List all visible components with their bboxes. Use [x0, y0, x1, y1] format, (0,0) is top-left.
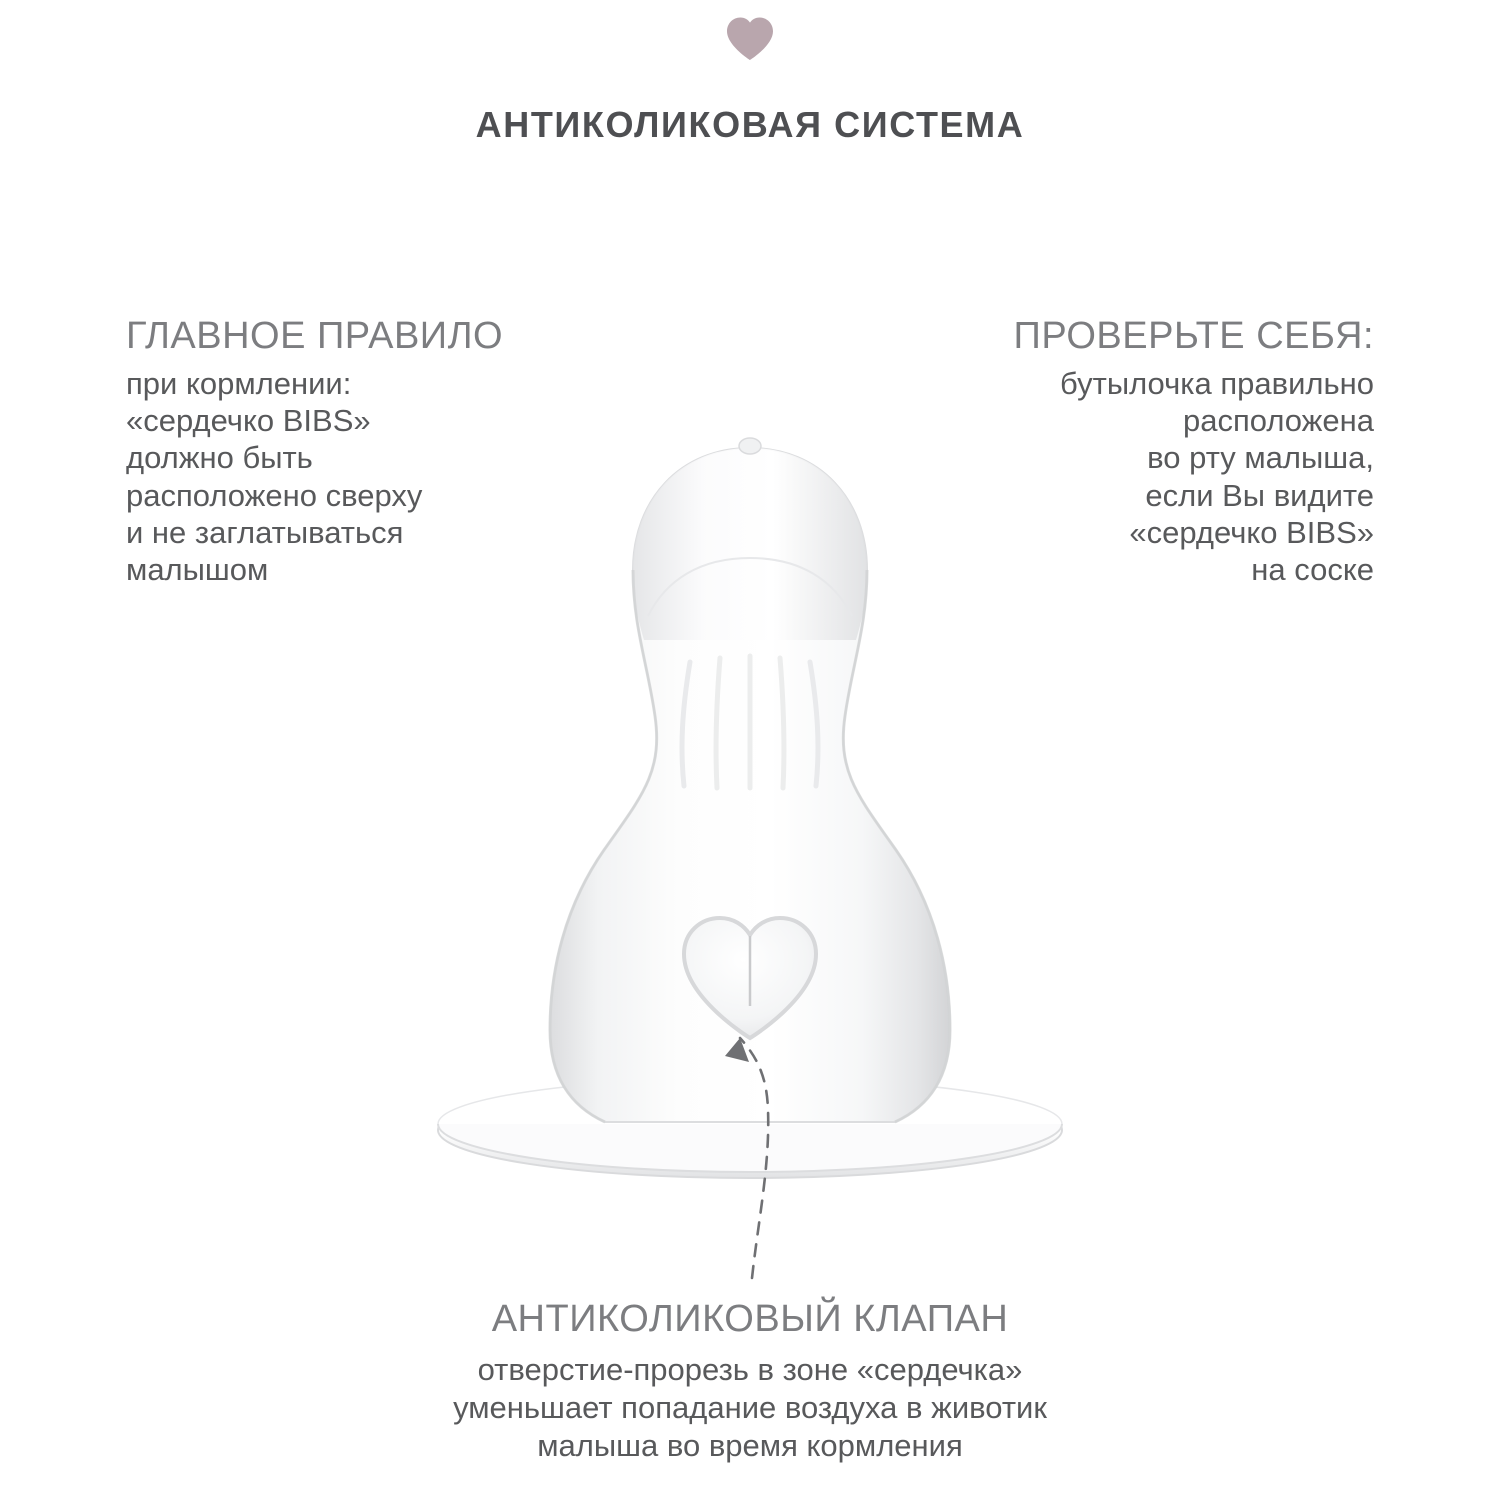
right-block-line: расположена [1183, 403, 1374, 439]
right-block-heading: ПРОВЕРЬТЕ СЕБЯ: [1013, 315, 1374, 357]
bottom-block-line: малыша во время кормления [537, 1427, 963, 1463]
bottom-text-block [0, 1298, 1500, 1464]
page-title: АНТИКОЛИКОВАЯ СИСТЕМА [475, 104, 1025, 145]
bottom-block-line: уменьшает попадание воздуха в животик [453, 1389, 1047, 1425]
right-block-line: «сердечко BIBS» [1129, 514, 1374, 550]
baby-bottle-nipple-illustration [390, 430, 1110, 1210]
left-block-line: расположено сверху [126, 477, 423, 513]
right-block-line: если Вы видите [1145, 477, 1374, 513]
left-block-line: «сердечко BIBS» [126, 403, 371, 439]
right-block-line: во рту малыша, [1147, 440, 1374, 476]
bottom-block-heading: АНТИКОЛИКОВЫЙ КЛАПАН [491, 1298, 1009, 1340]
bottom-block-body [0, 1351, 1500, 1464]
left-block-heading: ГЛАВНОЕ ПРАВИЛО [126, 315, 504, 357]
left-block-line: должно быть [126, 440, 313, 476]
left-block-line: малышом [126, 551, 269, 587]
heart-icon [723, 14, 777, 64]
bottom-block-line: отверстие-прорезь в зоне «сердечка» [477, 1352, 1023, 1387]
right-block-line: бутылочка правильно [1060, 366, 1374, 402]
left-block-line: и не заглатываться [126, 514, 404, 550]
right-block-line: на соске [1251, 551, 1374, 587]
left-block-line: при кормлении: [126, 366, 352, 402]
